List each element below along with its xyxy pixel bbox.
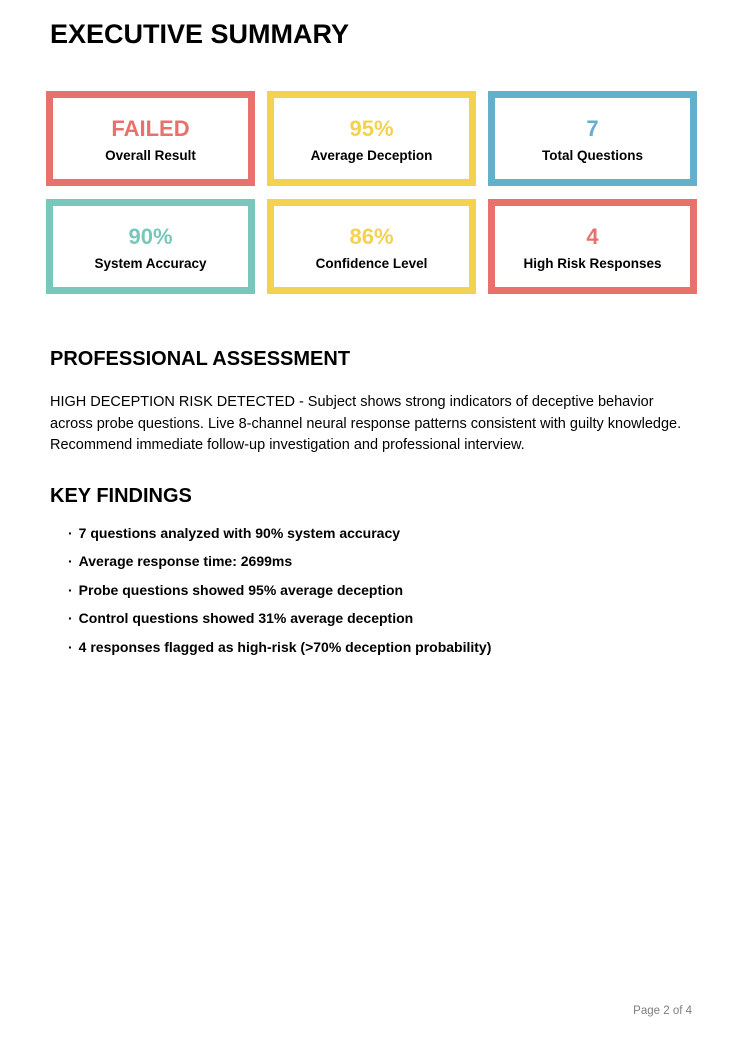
stat-card-system-accuracy [46,199,255,294]
finding-text: Average response time: 2699ms [78,553,293,569]
assessment-text: HIGH DECEPTION RISK DETECTED - Subject shows strong indicators of deceptive behavior across probe questions. Live 8-channel neural response patterns consistent with guilty knowledge. Recommend immediate follow-up investigation and professional interview. [50,394,682,453]
finding-item [68,582,693,599]
finding-text: Control questions showed 31% average deception [78,610,414,626]
bullet-icon: · [68,581,73,598]
finding-item [68,639,693,656]
stat-value: FAILED [111,116,190,142]
bullet-icon: · [68,524,73,541]
stat-card-average-deception [267,91,476,186]
stat-label: System Accuracy [94,255,207,271]
findings-list [68,525,693,656]
stat-card-overall-result [46,91,255,186]
page-title: EXECUTIVE SUMMARY [50,19,350,49]
stat-card-high-risk-responses [488,199,697,294]
finding-item [68,610,693,627]
stats-grid [46,91,697,294]
finding-text: Probe questions showed 95% average deception [78,581,404,598]
bullet-icon: · [68,610,73,626]
stat-value: 7 [586,116,599,142]
stat-value: 90% [128,224,173,250]
stat-card-confidence-level [267,199,476,294]
page-number: Page 2 of 4 [633,1005,692,1017]
stat-value: 95% [349,116,394,142]
stat-label: Average Deception [310,147,433,163]
stat-label: Confidence Level [315,255,428,271]
bullet-icon: · [68,638,73,655]
stat-label: High Risk Responses [523,255,662,271]
stat-value: 86% [349,224,394,250]
stat-value: 4 [586,224,599,250]
professional-assessment-heading: PROFESSIONAL ASSESSMENT [50,348,351,370]
bullet-icon: · [68,553,73,569]
finding-item [68,525,693,542]
finding-item [68,553,693,570]
finding-text: 4 responses flagged as high-risk (>70% deception probability) [78,638,492,655]
finding-text: 7 questions analyzed with 90% system accuracy [78,524,401,541]
stat-card-total-questions [488,91,697,186]
stat-label: Overall Result [105,147,196,163]
stat-label: Total Questions [541,147,643,163]
key-findings-heading: KEY FINDINGS [50,484,192,507]
